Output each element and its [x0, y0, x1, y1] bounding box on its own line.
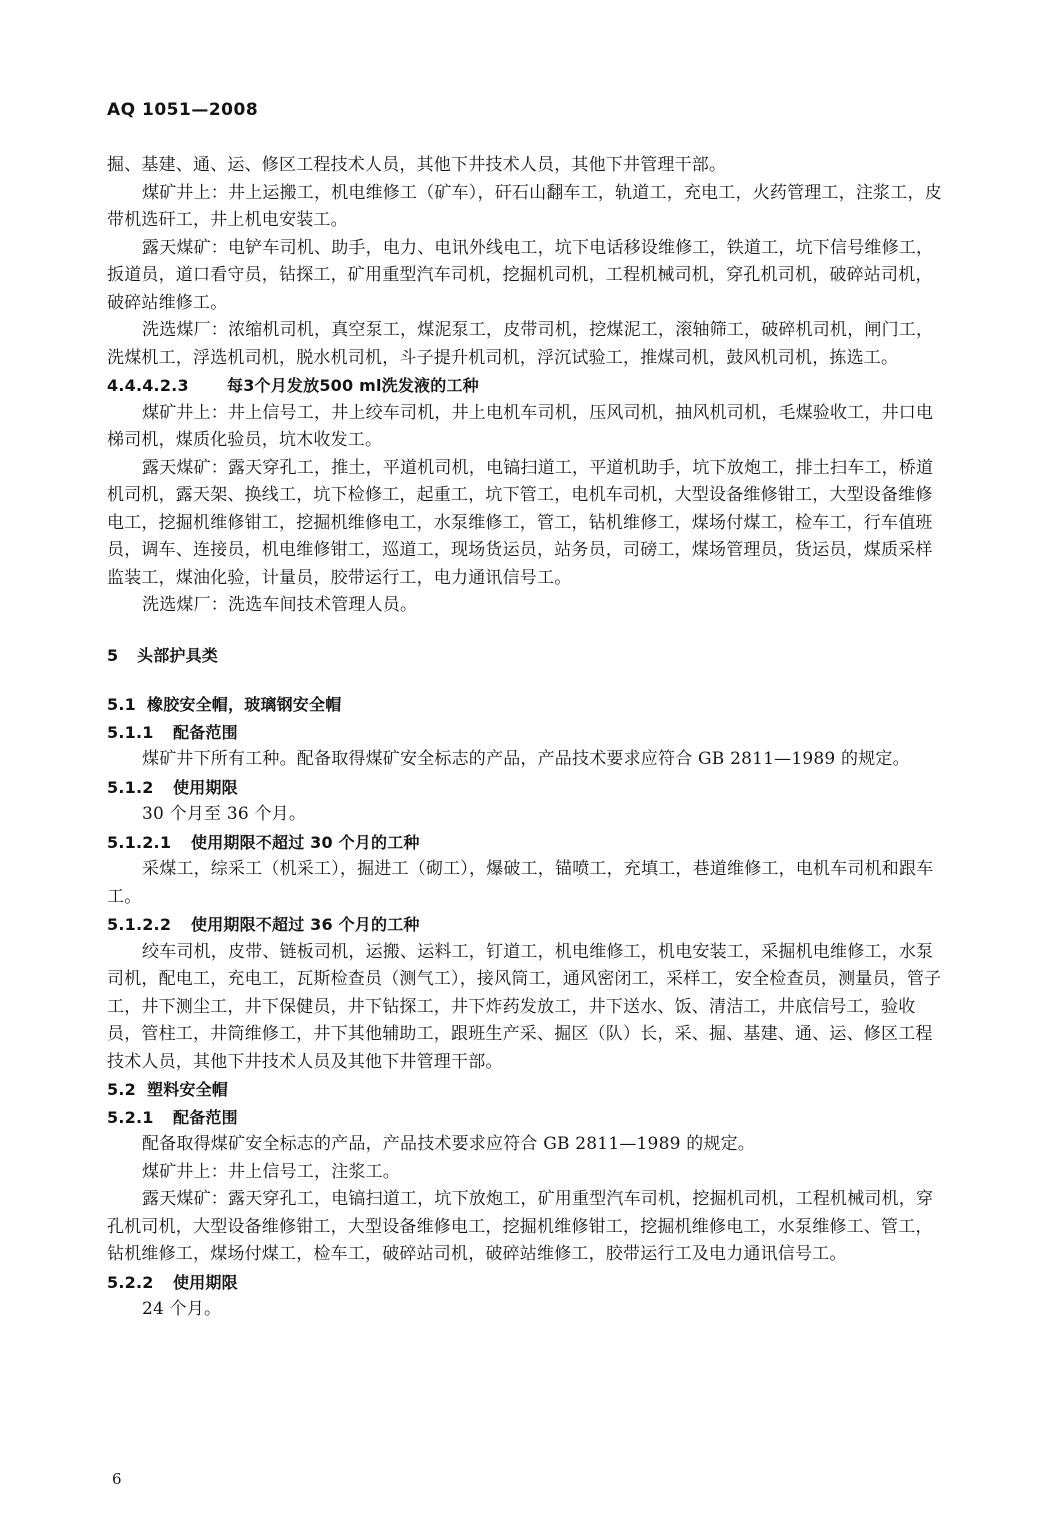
section-title: 使用期限 — [173, 1272, 238, 1292]
section-heading-5 — [107, 642, 945, 670]
section-title: 使用期限 — [173, 777, 238, 797]
section-number: 5 — [107, 645, 119, 665]
section-number: 4.4.4.2.3 — [107, 376, 189, 395]
paragraph: 掘、基建、通、运、修区工程技术人员，其他下井技术人员，其他下井管理干部。 — [107, 155, 727, 175]
section-heading-5-1-2-2 — [107, 911, 945, 939]
section-heading-5-1-2 — [107, 774, 945, 802]
section-number: 5.1.2 — [107, 777, 154, 797]
section-title: 配备范围 — [173, 1107, 238, 1127]
section-heading-5-2-2 — [107, 1269, 945, 1297]
paragraph: 露天煤矿：露天穿孔工，推土，平道机司机，电镐扫道工，平道机助手，坑下放炮工，排土扫车工，桥道机司机，露天架、换线工，坑下检修工，起重工，坑下管工，电机车司机，大型设备维修钳工，大型设备维修电工，挖掘机维修钳工，挖掘机维修电工，水泵维修工，管工，钻机维修工，煤场付煤工，检车工，行车值班员，调车、连接员，机电维修钳工，巡道工，现场货运员，站务员，司磅工，煤场管理员，货运员，煤质采样监装工，煤油化验，计量员，胶带运行工，电力通讯信号工。 — [107, 457, 934, 588]
paragraph: 煤矿井上：井上运搬工，机电维修工（矿车），矸石山翻车工，轨道工，充电工，火药管理工，注浆工，皮带机选矸工，井上机电安装工。 — [107, 182, 942, 230]
section-title: 使用期限不超过 30 个月的工种 — [191, 832, 420, 852]
section-number: 5.2.2 — [107, 1272, 154, 1292]
section-heading-4-4-4-2-3 — [107, 372, 945, 400]
section-heading-5-1 — [107, 691, 945, 719]
section-number: 5.2 — [107, 1080, 136, 1099]
section-title: 橡胶安全帽，玻璃钢安全帽 — [147, 695, 342, 714]
section-title: 配备范围 — [173, 722, 238, 742]
section-number: 5.1.2.1 — [107, 832, 172, 852]
section-heading-5-2 — [107, 1076, 945, 1104]
paragraph: 配备取得煤矿安全标志的产品，产品技术要求应符合 GB 2811—1989 的规定。 — [142, 1134, 756, 1154]
section-number: 5.1.1 — [107, 722, 154, 742]
paragraph: 洗选煤厂：洗选车间技术管理人员。 — [142, 595, 418, 615]
paragraph: 露天煤矿：露天穿孔工，电镐扫道工，坑下放炮工，矿用重型汽车司机，挖掘机司机，工程机械司机，穿孔机司机，大型设备维修钳工，大型设备维修电工，挖掘机维修钳工，挖掘机维修电工，水泵维修工、管工，钻机维修工，煤场付煤工，检车工，破碎站司机，破碎站维修工，胶带运行工及电力通讯信号工。 — [107, 1189, 934, 1264]
page-number: 6 — [112, 1470, 122, 1488]
section-heading-5-1-1 — [107, 719, 945, 747]
document-body — [107, 152, 945, 1324]
section-heading-5-2-1 — [107, 1104, 945, 1132]
section-title: 使用期限不超过 36 个月的工种 — [191, 915, 420, 934]
paragraph: 煤矿井下所有工种。配备取得煤矿安全标志的产品，产品技术要求应符合 GB 2811—1989 的规定。 — [142, 749, 910, 769]
paragraph: 洗选煤厂：浓缩机司机，真空泵工，煤泥泵工，皮带司机，挖煤泥工，滚轴筛工，破碎机司机，闸门工，洗煤机工，浮选机司机，脱水机司机，斗子提升机司机，浮沉试验工，推煤司机，鼓风机司机，拣选工。 — [107, 320, 934, 368]
section-title: 塑料安全帽 — [147, 1080, 229, 1099]
paragraph: 24 个月。 — [142, 1299, 222, 1319]
section-number: 5.1.2.2 — [107, 915, 172, 934]
section-title: 头部护具类 — [137, 645, 219, 665]
standard-code-header: AQ 1051—2008 — [107, 100, 259, 120]
section-number: 5.2.1 — [107, 1107, 154, 1127]
section-number: 5.1 — [107, 695, 136, 714]
paragraph: 露天煤矿：电铲车司机、助手，电力、电讯外线电工，坑下电话移设维修工，铁道工，坑下信号维修工，扳道员，道口看守员，钻探工，矿用重型汽车司机，挖掘机司机，工程机械司机，穿孔机司机，破碎站司机，破碎站维修工。 — [107, 237, 934, 313]
paragraph: 30 个月至 36 个月。 — [142, 804, 307, 824]
paragraph: 采煤工，综采工（机采工），掘进工（砌工），爆破工，锚喷工，充填工，巷道维修工，电机车司机和跟车工。 — [107, 859, 934, 907]
section-heading-5-1-2-1 — [107, 829, 945, 857]
paragraph: 煤矿井上：井上信号工，井上绞车司机，井上电机车司机，压风司机，抽风机司机，毛煤验收工，井口电梯司机，煤质化验员，坑木收发工。 — [107, 402, 934, 450]
paragraph: 煤矿井上：井上信号工，注浆工。 — [142, 1161, 400, 1182]
section-title: 每3个月发放500 ml洗发液的工种 — [227, 376, 479, 395]
paragraph: 绞车司机，皮带、链板司机，运搬、运料工，钉道工，机电维修工，机电安装工，采掘机电维修工，水泵司机，配电工，充电工，瓦斯检查员（测气工），接风筒工，通风密闭工，采样工，安全检查员，测量员，管子工，井下测尘工，井下保健员，井下钻探工，井下炸药发放工，井下送水、饭、清洁工，井底信号工，验收员，管柱工，井筒维修工，井下其他辅助工，跟班生产采、掘区（队）长，采、掘、基建、通、运、修区工程技术人员，其他下井技术人员及其他下井管理干部。 — [107, 941, 942, 1072]
